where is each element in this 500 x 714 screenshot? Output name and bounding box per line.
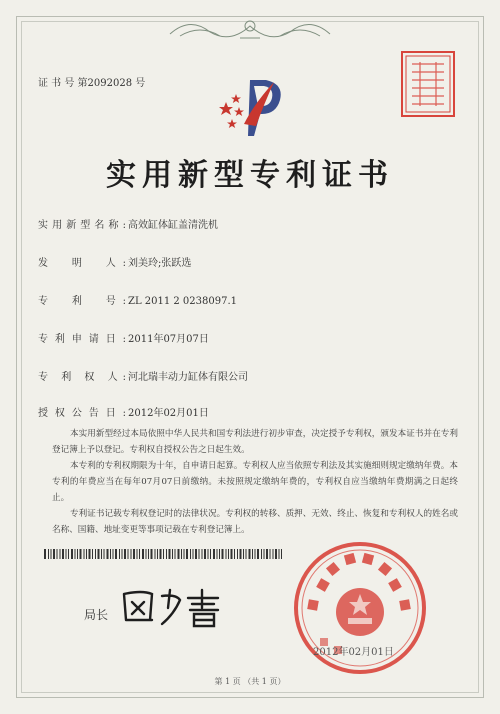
field-label: 授权公告日: [38,408,126,419]
field-value: 2011年07月07日 [128,334,209,345]
field-inventor [38,254,191,269]
body-paragraph: 本专利的专利权期限为十年，自申请日起算。专利权人应当依照专利法及其实施细则规定缴纳年费。本专利的年费应当在每年07月07日前缴纳。未按照规定缴纳年费的，专利权自应当缴纳年费期满之日起终止。 [52,461,458,503]
field-application-date [38,330,209,345]
field-patent-number [38,292,237,307]
director-label: 局长 [84,608,109,622]
field-label: 实用新型名称: [38,220,126,231]
director-signature-icon [118,584,244,628]
field-grant-date [38,404,209,419]
field-utility-model-name [38,216,218,231]
patent-office-logo-icon [214,74,294,140]
field-patentee [38,368,248,383]
field-value: 刘美玲;张跃选 [128,258,192,269]
field-value: 2012年02月01日 [128,408,209,419]
field-value: 河北瑞丰动力缸体有限公司 [128,372,248,383]
field-label: 发 明 人: [38,258,126,269]
document-title: 实用新型专利证书 [106,158,394,193]
seal-date: 2012年02月01日 [313,647,394,658]
barcode-icon [44,549,288,559]
page-number: 第 1 页 （共 1 页） [214,677,286,686]
field-label: 专利申请日: [38,334,126,345]
field-value: 高效缸体缸盖清洗机 [128,220,218,231]
field-label: 专 利 号: [38,296,126,307]
top-ornament-icon [160,14,340,44]
body-paragraph: 专利证书记载专利权登记时的法律状况。专利权的转移、质押、无效、终止、恢复和专利权人的姓名或名称、国籍、地址变更等事项记载在专利登记簿上。 [52,509,458,535]
official-stamp-icon [396,48,460,120]
certificate-number: 证 书 号 第2092028 号 [38,78,146,89]
body-paragraph: 本实用新型经过本局依照中华人民共和国专利法进行初步审查，决定授予专利权，颁发本证书并在专利登记簿上予以登记。专利权自授权公告之日起生效。 [52,429,458,455]
field-label: 专 利 权 人: [38,372,126,383]
field-value: ZL 2011 2 0238097.1 [128,296,238,307]
